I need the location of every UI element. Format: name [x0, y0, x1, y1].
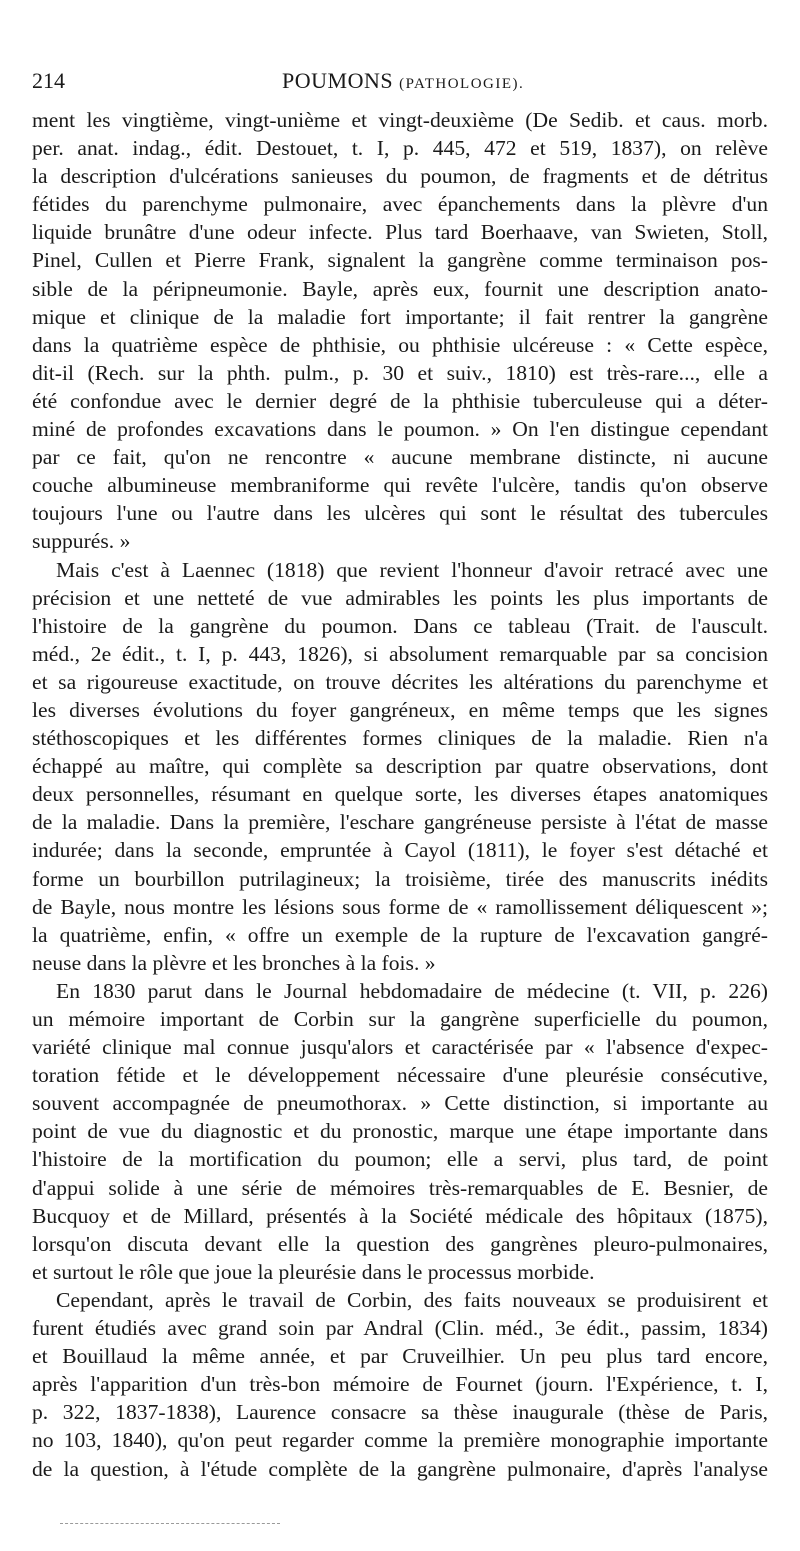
text-line: ment les vingtième, vingt-unième et vingt-deuxième (De Sedib. et caus. morb. [32, 108, 768, 132]
text-line: Cependant, après le travail de Corbin, des faits nouveaux se produisirent et [56, 1287, 768, 1312]
text-line: et sa rigoureuse exactitude, on trouve décrites les altérations du parenchyme et [32, 669, 768, 694]
text-line: indurée; dans la seconde, empruntée à Cayol (1811), le foyer s'est détaché et [32, 838, 768, 863]
text-line: stéthoscopiques et les différentes formes cliniques de la maladie. Rien n'a [32, 726, 768, 751]
text-line: couche albumineuse membraniforme qui revête l'ulcère, tandis qu'on observe [32, 473, 768, 498]
text-line: l'histoire de la gangrène du poumon. Dans ce tableau (Trait. de l'auscult. [32, 613, 768, 638]
text-line: dit-il (Rech. sur la phth. pulm., p. 30 et suiv., 1810) est très-rare..., elle a [32, 360, 768, 385]
text-line: les diverses évolutions du foyer gangréneux, en même temps que les signes [32, 697, 768, 722]
text-line: En 1830 parut dans le Journal hebdomadaire de médecine (t. VII, p. 226) [56, 978, 768, 1003]
text-line: méd., 2e édit., t. I, p. 443, 1826), si absolument remarquable par sa concision [32, 641, 768, 666]
text-line: précision et une netteté de vue admirables les points les plus importants de [32, 585, 768, 610]
text-line: no 103, 1840), qu'on peut regarder comme la première monographie importante [32, 1428, 768, 1453]
text-line: point de vue du diagnostic et du pronostic, marque une étape importante dans [32, 1119, 768, 1144]
text-line: été confondue avec le dernier degré de la phthisie tuberculeuse qui a déter- [32, 388, 768, 413]
text-line: sible de la péripneumonie. Bayle, après eux, fournit une description anato- [32, 276, 768, 301]
text-line: fétides du parenchyme pulmonaire, avec épanchements dans la plèvre d'un [32, 192, 768, 217]
text-line: suppurés. » [32, 529, 131, 554]
text-line: toration fétide et le développement nécessaire d'une pleurésie consécutive, [32, 1063, 768, 1088]
running-title: POUMONS [282, 68, 394, 93]
text-line: de Bayle, nous montre les lésions sous forme de « ramollissement déliquescent »; [32, 894, 768, 919]
text-line: après l'apparition d'un très-bon mémoire de Fournet (journ. l'Expérience, t. I, [32, 1372, 768, 1397]
text-line: Pinel, Cullen et Pierre Frank, signalent la gangrène comme terminaison pos- [32, 248, 768, 273]
text-line: de la question, à l'étude complète de la gangrène pulmonaire, d'après l'analyse [32, 1456, 768, 1481]
running-subtitle: (PATHOLOGIE). [399, 76, 525, 92]
text-line: toujours l'une ou l'autre dans les ulcères qui sont le résultat des tubercules [32, 501, 768, 526]
text-line: forme un bourbillon putrilagineux; la troisième, tirée des manuscrits inédits [32, 866, 768, 891]
text-line: neuse dans la plèvre et les bronches à la fois. » [32, 950, 436, 975]
text-line: l'histoire de la mortification du poumon; elle a servi, plus tard, de point [32, 1147, 768, 1172]
text-line: lorsqu'on discuta devant elle la question des gangrènes pleuro-pulmonaires, [32, 1231, 768, 1256]
text-line: mique et clinique de la maladie fort importante; il fait rentrer la gangrène [32, 304, 768, 329]
text-line: un mémoire important de Corbin sur la gangrène superficielle du poumon, [32, 1007, 768, 1031]
text-line: Bucquoy et de Millard, présentés à la Société médicale des hôpitaux (1875), [32, 1203, 768, 1228]
text-line: p. 322, 1837-1838), Laurence consacre sa thèse inaugurale (thèse de Paris, [32, 1400, 768, 1425]
page-header [32, 66, 772, 102]
page-number: 214 [32, 68, 65, 93]
text-line: souvent accompagnée de pneumothorax. » Cette distinction, si importante au [32, 1091, 768, 1116]
text-line: et Bouillaud la même année, et par Cruveilhier. Un peu plus tard encore, [32, 1344, 768, 1369]
text-line: deux personnelles, résumant en quelque sorte, les diverses étapes anatomiques [32, 782, 768, 807]
text-line: par ce fait, qu'on ne rencontre « aucune membrane distincte, ni aucune [32, 445, 768, 470]
body-text [32, 106, 768, 1483]
text-line: liquide brunâtre d'une odeur infecte. Plus tard Boerhaave, van Swieten, Stoll, [32, 220, 768, 245]
text-line: furent étudiés avec grand soin par Andral (Clin. méd., 3e édit., passim, 1834) [32, 1316, 768, 1341]
text-line: de la maladie. Dans la première, l'eschare gangréneuse persiste à l'état de masse [32, 810, 768, 835]
text-line: Mais c'est à Laennec (1818) que revient l'honneur d'avoir retracé avec une [56, 557, 768, 582]
text-line: la description d'ulcérations sanieuses du poumon, de fragments et de détritus [32, 164, 768, 189]
text-line: variété clinique mal connue jusqu'alors et caractérisée par « l'absence d'expec- [32, 1035, 768, 1060]
footer-divider [60, 1523, 280, 1524]
text-line: per. anat. indag., édit. Destouet, t. I, p. 445, 472 et 519, 1837), on relève [32, 136, 768, 161]
text-line: échappé au maître, qui complète sa description par quatre observations, dont [32, 754, 768, 779]
text-line: d'appui solide à une série de mémoires très-remarquables de E. Besnier, de [32, 1175, 768, 1200]
running-head [282, 68, 524, 94]
text-line: la quatrième, enfin, « offre un exemple de la rupture de l'excavation gangré- [32, 922, 768, 947]
text-line: dans la quatrième espèce de phthisie, ou phthisie ulcéreuse : « Cette espèce, [32, 332, 768, 357]
text-line: miné de profondes excavations dans le poumon. » On l'en distingue cependant [32, 417, 768, 442]
text-line: et surtout le rôle que joue la pleurésie dans le processus morbide. [32, 1259, 595, 1284]
